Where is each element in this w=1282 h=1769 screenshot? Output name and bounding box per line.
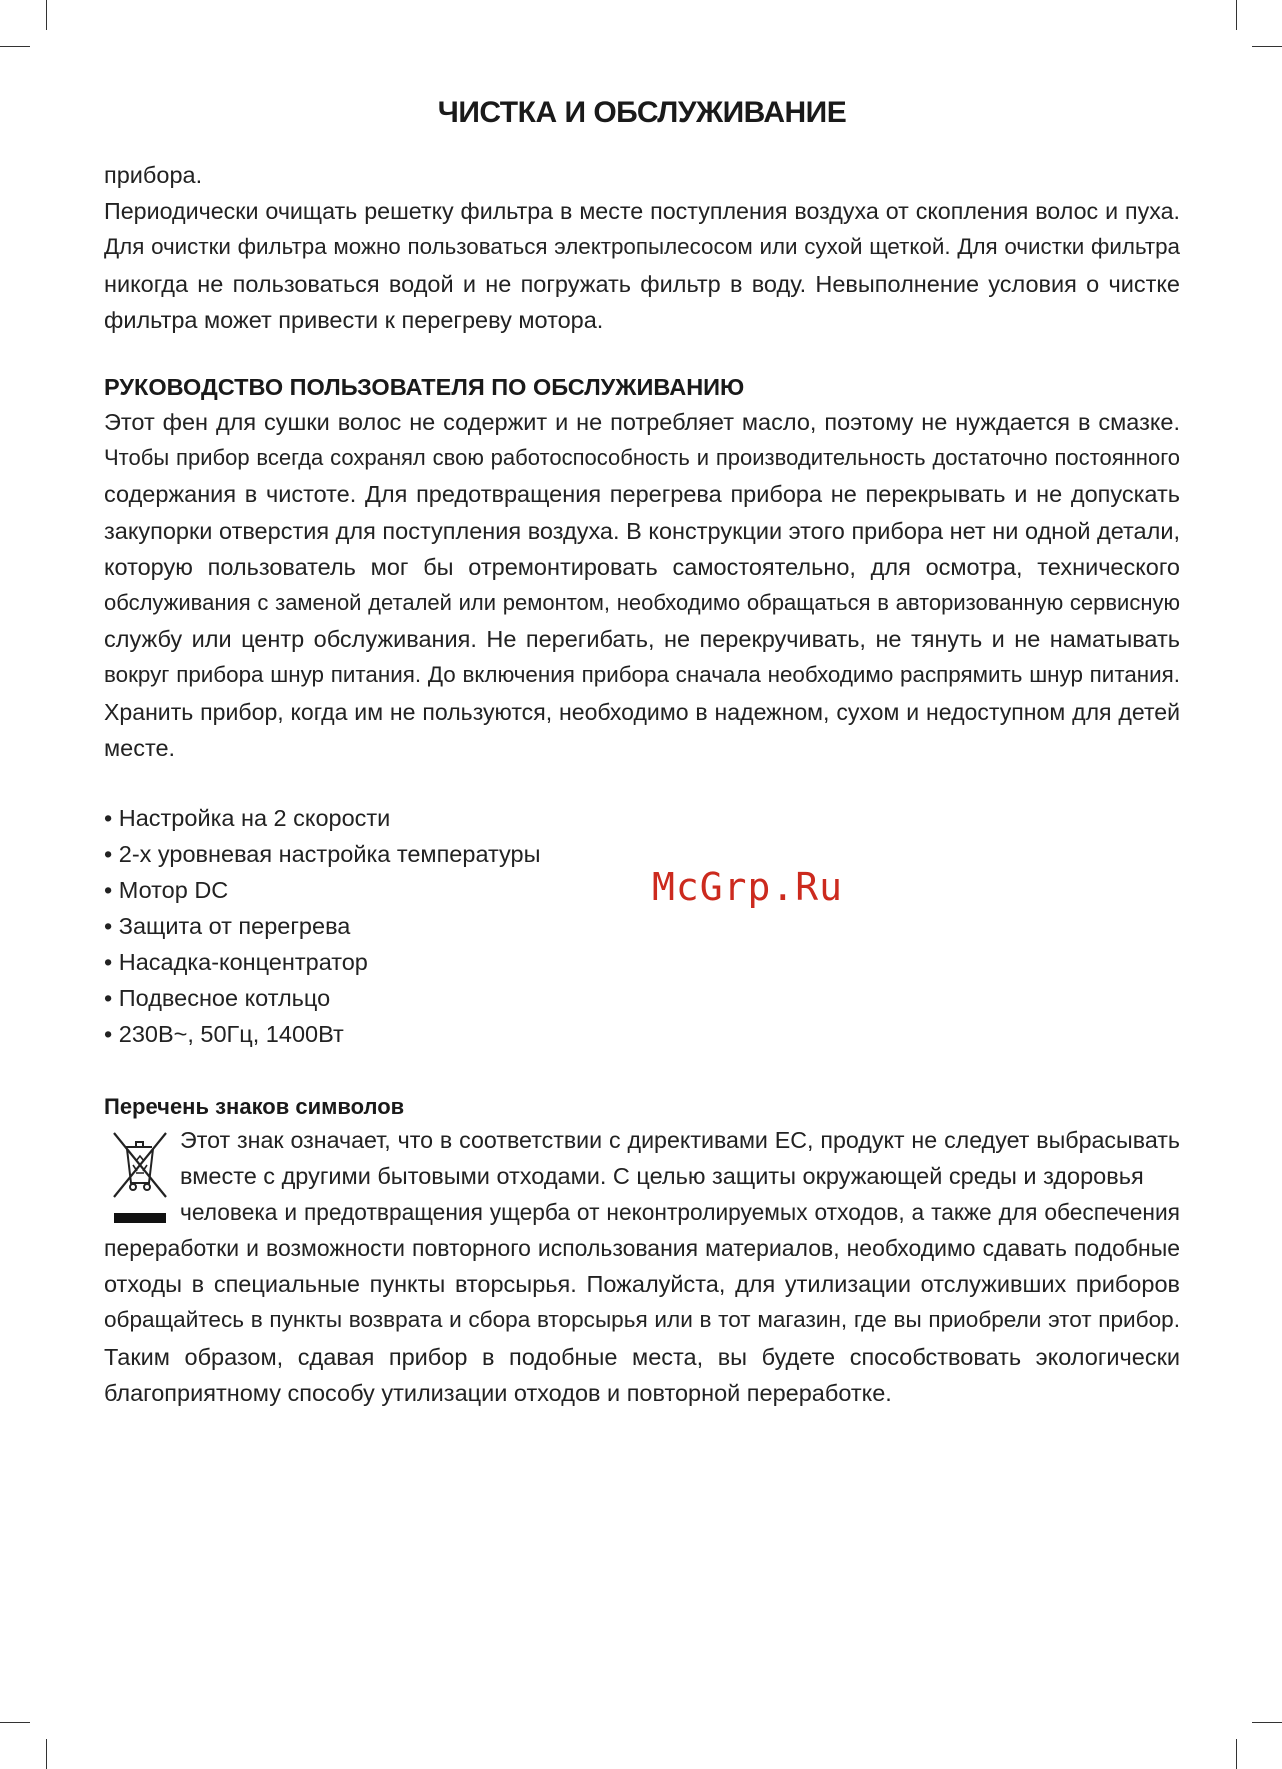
crossed-out-wheelie-bin-icon <box>106 1125 172 1225</box>
text-line: обслуживания с заменой деталей или ремонтом, необходимо обращаться в авторизованную сервисную <box>104 590 1180 616</box>
list-item: • Мотор DC <box>104 877 229 903</box>
text-line: Хранить прибор, когда им не пользуются, необходимо в надежном, сухом и недоступном для детей <box>104 698 1180 725</box>
intro-paragraph <box>104 157 1180 338</box>
text-line: Для очистки фильтра можно пользоваться электропылесосом или сухой щеткой. Для очистки фильтра <box>104 234 1180 260</box>
text-line: месте. <box>104 734 176 761</box>
list-item: • Настройка на 2 скорости <box>104 805 391 831</box>
text-line: Таким образом, сдавая прибор в подобные места, вы будете способствовать экологически <box>104 1343 1180 1370</box>
text-line: Этот знак означает, что в соответствии с директивами ЕС, продукт не следует выбрасывать <box>180 1127 1180 1153</box>
crop-mark <box>46 0 47 30</box>
text-line: Этот фен для сушки волос не содержит и не потребляет масло, поэтому не нуждается в смазке. <box>104 409 1180 435</box>
text-line: которую пользователь мог бы отремонтировать самостоятельно, для осмотра, технического <box>104 553 1180 580</box>
text-line: службу или центр обслуживания. Не перегибать, не перекручивать, не тянуть и не наматывать <box>104 626 1180 653</box>
crop-mark <box>1252 1722 1282 1723</box>
text-line: человека и предотвращения ущерба от неконтролируемых отходов, а также для обеспечения <box>180 1199 1180 1226</box>
maintenance-paragraph <box>104 404 1180 766</box>
text-line: благоприятному способу утилизации отходов и повторной переработке. <box>104 1379 892 1406</box>
crop-mark <box>0 46 30 47</box>
list-item: • Защита от перегрева <box>104 913 351 939</box>
list-item: • Подвесное котльцо <box>104 985 331 1011</box>
text-line: вокруг прибора шнур питания. До включения прибора сначала необходимо распрямить шнур питания. <box>104 662 1180 688</box>
crop-mark <box>46 1739 47 1769</box>
text-line: закупорки отверстия для поступления воздуха. В конструкции этого прибора нет ни одной детали, <box>104 517 1180 544</box>
list-item: • 230В~, 50Гц, 1400Вт <box>104 1021 344 1047</box>
text-line: никогда не пользоваться водой и не погружать фильтр в воду. Невыполнение условия о чистке <box>104 270 1180 297</box>
crop-mark <box>1236 1739 1237 1769</box>
symbols-paragraph-top <box>180 1122 1180 1231</box>
crop-mark <box>0 1722 30 1723</box>
list-item: • Насадка-концентратор <box>104 949 368 975</box>
text-line: переработки и возможности повторного использования материалов, необходимо сдавать подобные <box>104 1235 1180 1261</box>
text-line: отходы в специальные пункты вторсырья. Пожалуйста, для утилизации отслуживших приборов <box>104 1271 1180 1298</box>
page-title: ЧИСТКА И ОБСЛУЖИВАНИЕ <box>437 96 847 129</box>
feature-list <box>104 800 540 1052</box>
crop-mark <box>1236 0 1237 30</box>
text-line: Периодически очищать решетку фильтра в месте поступления воздуха от скопления волос и пуха. <box>104 198 1180 225</box>
text-line: содержания в чистоте. Для предотвращения перегрева прибора не перекрывать и не допускать <box>104 481 1180 508</box>
text-line: Чтобы прибор всегда сохранял свою работоспособность и производительность достаточно постоянного <box>104 445 1180 471</box>
text-line: фильтра может привести к перегреву мотора. <box>104 306 604 333</box>
text-line: вместе с другими бытовыми отходами. С целью защиты окружающей среды и здоровья <box>180 1163 1144 1190</box>
text-line: обращайтесь в пункты возврата и сбора вторсырья или в тот магазин, где вы приобрели этот прибор. <box>104 1307 1180 1333</box>
symbols-paragraph <box>104 1230 1180 1411</box>
symbols-heading: Перечень знаков символов <box>104 1094 405 1119</box>
list-item: • 2-х уровневая настройка температуры <box>104 841 541 867</box>
section-heading: РУКОВОДСТВО ПОЛЬЗОВАТЕЛЯ ПО ОБСЛУЖИВАНИЮ <box>104 374 745 400</box>
text-line: прибора. <box>104 162 203 188</box>
watermark: McGrp.Ru <box>652 865 844 909</box>
crop-mark <box>1252 46 1282 47</box>
